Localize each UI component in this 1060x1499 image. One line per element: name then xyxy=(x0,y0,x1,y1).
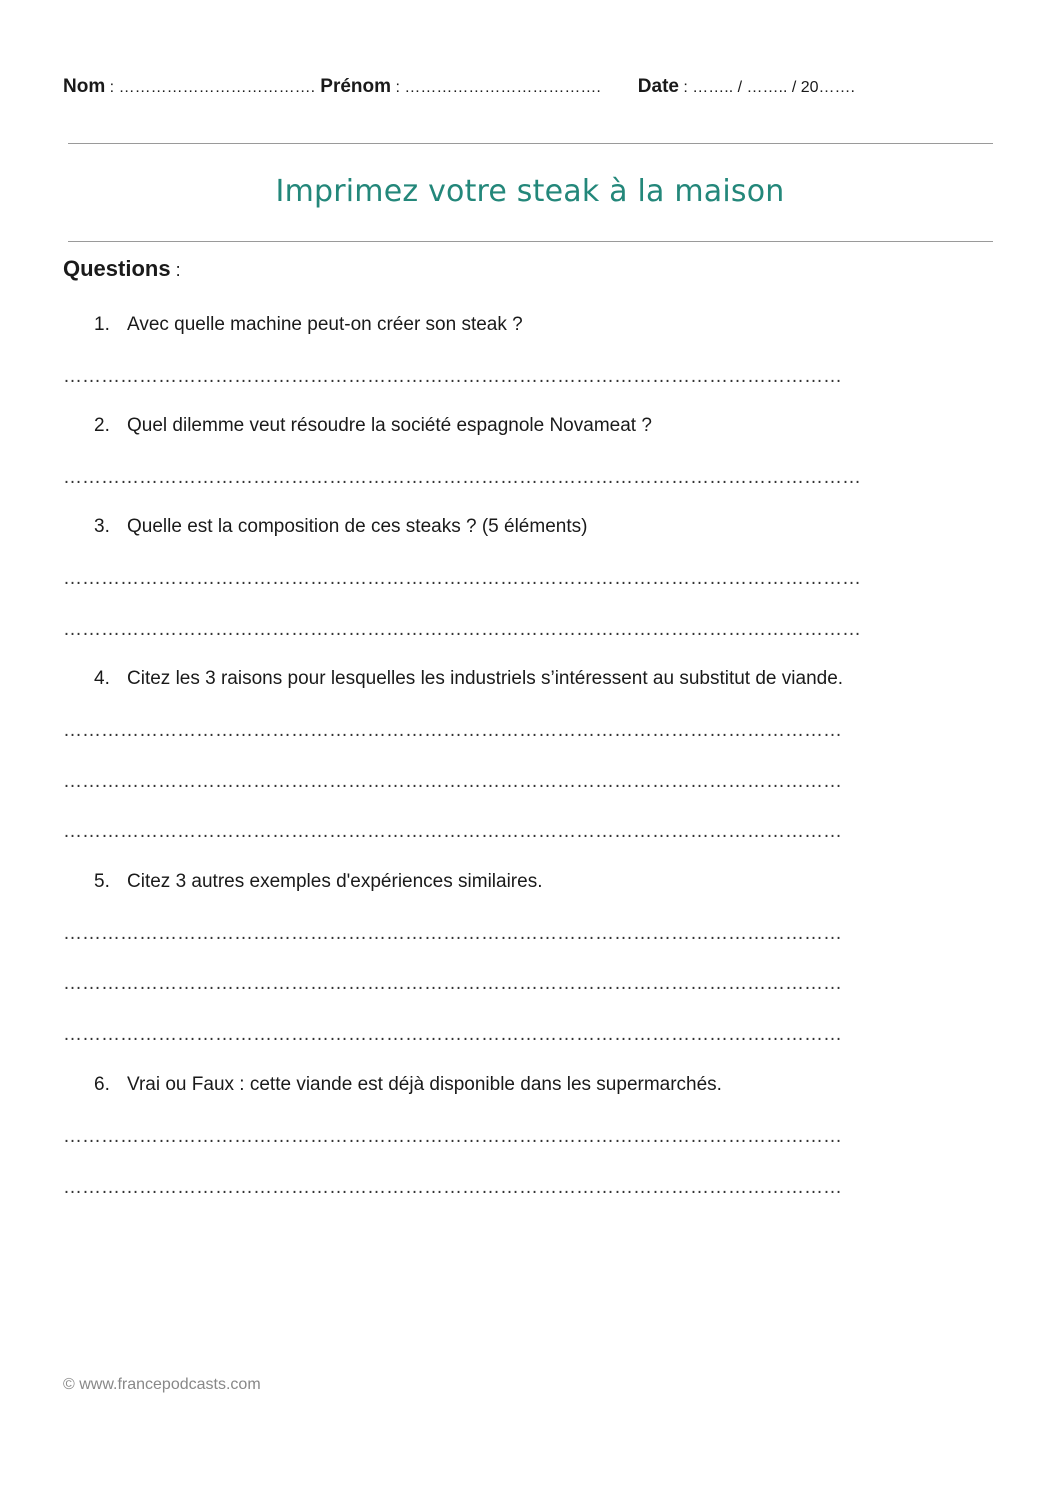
prenom-field[interactable]: : ………………………………. xyxy=(391,79,601,96)
question-text: Quel dilemme veut résoudre la société espagnole Novameat ? xyxy=(127,415,652,436)
question-6 xyxy=(94,1074,722,1096)
questions-heading xyxy=(63,256,181,282)
question-text: Vrai ou Faux : cette viande est déjà disponible dans les supermarchés. xyxy=(127,1074,722,1095)
question-text: Citez 3 autres exemples d'expériences similaires. xyxy=(127,871,543,892)
prenom-label: Prénom xyxy=(320,76,392,97)
answer-line-3a[interactable]: ……………………………………………………………………………………………………………… xyxy=(63,568,861,589)
answer-line-4a[interactable]: …………………………………………………………………………………………………………… xyxy=(63,720,842,741)
answer-line-1a[interactable]: …………………………………………………………………………………………………………… xyxy=(63,366,842,387)
answer-line-2a[interactable]: ……………………………………………………………………………………………………………… xyxy=(63,467,861,488)
title-divider xyxy=(68,241,993,242)
question-text: Avec quelle machine peut-on créer son steak ? xyxy=(127,314,523,335)
copyright-footer: © www.francepodcasts.com xyxy=(63,1376,261,1393)
answer-line-4b[interactable]: …………………………………………………………………………………………………………… xyxy=(63,771,842,792)
date-field[interactable]: : …….. / …….. / 20……. xyxy=(678,79,855,96)
nom-label: Nom xyxy=(63,76,106,97)
question-number: 4. xyxy=(94,668,110,689)
question-3 xyxy=(94,516,587,538)
question-number: 6. xyxy=(94,1074,110,1095)
questions-heading-colon: : xyxy=(170,260,181,280)
question-number: 2. xyxy=(94,415,110,436)
answer-line-4c[interactable]: …………………………………………………………………………………………………………… xyxy=(63,821,842,842)
question-2 xyxy=(94,415,652,437)
page-title: Imprimez votre steak à la maison xyxy=(275,174,785,209)
answer-line-5c[interactable]: …………………………………………………………………………………………………………… xyxy=(63,1024,842,1045)
answer-line-6a[interactable]: …………………………………………………………………………………………………………… xyxy=(63,1126,842,1147)
date-label: Date xyxy=(637,76,679,97)
question-text: Citez les 3 raisons pour lesquelles les industriels s’intéressent au substitut de viande. xyxy=(127,668,844,689)
question-5 xyxy=(94,871,542,893)
question-number: 5. xyxy=(94,871,110,892)
answer-line-6b[interactable]: …………………………………………………………………………………………………………… xyxy=(63,1177,842,1198)
question-1 xyxy=(94,314,523,336)
top-divider xyxy=(68,143,993,144)
student-info-line xyxy=(63,76,855,98)
question-4 xyxy=(94,668,843,690)
question-number: 3. xyxy=(94,516,110,537)
nom-field[interactable]: : ………………………………. xyxy=(105,79,316,96)
answer-line-5a[interactable]: …………………………………………………………………………………………………………… xyxy=(63,923,842,944)
question-number: 1. xyxy=(94,314,110,335)
answer-line-5b[interactable]: …………………………………………………………………………………………………………… xyxy=(63,973,842,994)
answer-line-3b[interactable]: ……………………………………………………………………………………………………………… xyxy=(63,619,861,640)
questions-heading-label: Questions xyxy=(63,256,171,281)
question-text: Quelle est la composition de ces steaks ? (5 éléments) xyxy=(127,516,588,537)
